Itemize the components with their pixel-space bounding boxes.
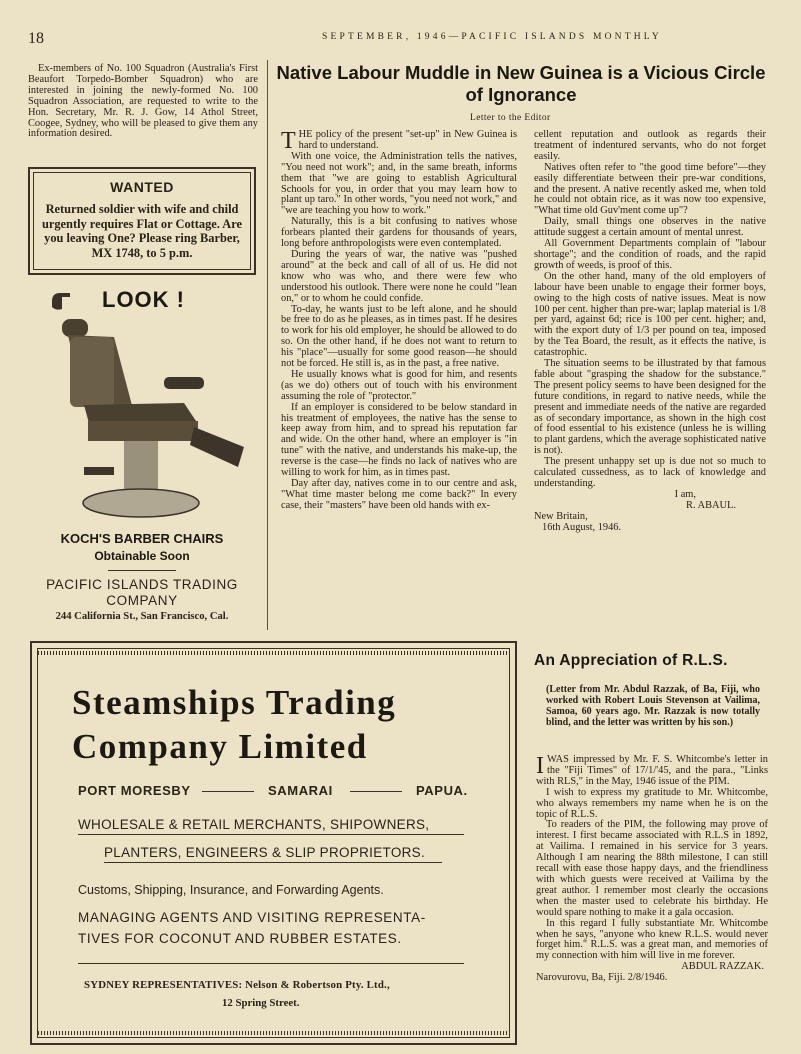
- look-heading: LOOK !: [102, 287, 185, 312]
- rls-intro: (Letter from Mr. Abdul Razzak, of Ba, Fiji, who worked with Robert Louis Stevenson at Vailima, Samoa, 60 years ago. Mr. Razzak is now totally blind, and the letter was written by his son.): [546, 684, 760, 728]
- samarai: SAMARAI: [268, 783, 333, 798]
- rls-signature: ABDUL RAZZAK.: [681, 961, 764, 973]
- rls-dropcap: I: [536, 753, 544, 779]
- article-place: New Britain,: [534, 510, 588, 522]
- rls-title: An Appreciation of R.L.S.: [534, 652, 728, 669]
- koch-company: PACIFIC ISLANDS TRADING COMPANY: [46, 577, 238, 608]
- papua: PAPUA.: [416, 783, 468, 798]
- squadron-notice: Ex-members of No. 100 Squadron (Australia's First Beaufort Torpedo-Bomber Squadron) who are interested in joining the newly-formed No. 100 Squadron Association, are requested to write to the Hon. Secretary, Mr. R. J. Gow, 14 Athol Street, Coogee, Sydney, who will be pleased to give them any information desired.: [28, 63, 258, 140]
- article-date: 16th August, 1946.: [542, 521, 622, 533]
- service-line-4a: MANAGING AGENTS AND VISITING REPRESENTA-: [78, 910, 426, 925]
- running-head: SEPTEMBER, 1946—PACIFIC ISLANDS MONTHLY: [322, 32, 662, 42]
- wanted-heading: WANTED: [110, 179, 174, 195]
- pointing-hand-icon: [50, 289, 72, 313]
- article-dropcap: T: [281, 128, 296, 154]
- ad-border-bottom: [38, 1031, 509, 1035]
- port-dash-2: [350, 791, 402, 792]
- koch-divider: [108, 570, 176, 571]
- service-line-4b: TIVES FOR COCONUT AND RUBBER ESTATES.: [78, 931, 402, 946]
- wanted-body: Returned soldier with wife and child urgently requires Flat or Cottage. Are you leaving One? Please ring Barber, MX 1748, to 5 p.m.: [41, 202, 243, 260]
- ad-border-top: [38, 651, 509, 655]
- rls-body: IWAS impressed by Mr. F. S. Whitcombe's letter in the "Fiji Times" of 17/1/'45, and the para., "Links with RLS," in the May, 1946 issue of the PIM. I wish to express my gratitude to Mr. Whitcombe, who always remembers my name when he is on the topic of R.L.S. To readers of the PIM, the following may prove of interest. I first became associated with R.L.S in 1892, at Vailima. I remained in his service for 3 years. Although I am nearing the 88th milestone, I can still recall with ease those happy days, and the friendliness with which guests were received at Vailima by the great author. I remember most clearly the occasions when the master used to celebrate his birthday. He would spare nothing to make it a gala occasion. In this regard I fully substantiate Mr. Whitcombe when he says, "anyone who knew R.L.S. would never forget him." R.L.S. was a great man, and memories of my connection with him will live in me forever. ABDUL RAZZAK. Narovurovu, Ba, Fiji. 2/8/1946.: [536, 753, 768, 984]
- rls-place-date: Narovurovu, Ba, Fiji. 2/8/1946.: [536, 972, 668, 984]
- koch-ad: [28, 283, 256, 623]
- steamships-name-line2: Company Limited: [72, 727, 368, 766]
- steamships-ad: [30, 641, 517, 1045]
- article-column-2: cellent reputation and outlook as regards their treatment of indentured servants, who do not forget easily. Natives often refer to "the good time before"—they easily differentiate between their pre-war conditions, and the present. A native recently asked me, when told he could not obtain rice, as it was now too expensive, "What time old Guv'ment come up"? Daily, small things one observes in the native attitude suggest a certain amount of mental unrest. All Government Departments complain of "labour shortage"; and the condition of roads, and the rapid growth of weeds, is proof of this. On the other hand, many of the old employers of labour have been unable to engage their former boys, owing to the high costs of native issues. Meat is now 100 per cent. higher than pre-war; laplap material is 1/8 per yard, against 6d; rice is 100 per cent. higher; and, with the export duty of 1/3 per pound on tea, imposed by the Tea Board, the result, as it effects the native, is catastrophic. The situation seems to be illustrated by that famous fable about "grasping the shadow for the substance." The present policy seems to have been designed for the future conditions, in regard to native needs, while the present and immediate needs of the native are regarded as of secondary importance, as shown in the high cost of food essential to his existence (unless he is willing to plant gardens, which the average sophisticated native is not). The present unhappy set up is due not so much to calculated cussedness, as to lack of knowledge and understanding. I am, R. ABAUL. New Britain, 16th August, 1946.: [534, 129, 766, 533]
- page-number: 18: [28, 30, 44, 47]
- service-underline-1: [78, 834, 464, 835]
- sydney-representatives: SYDNEY REPRESENTATIVES: Nelson & Robertson Pty. Ltd.,: [84, 979, 390, 991]
- article-column-1: THE policy of the present "set-up" in New Guinea is hard to understand. With one voice, the Administration tells the natives, "You need not work"; and, in the same breath, informs them that "we are going to establish Agricultural Schools for you, in order that you may learn how to plant up taro." In other words, "you need not work," and "we are teaching you how to work." Naturally, this is a bit confusing to natives whose forbears planted their gardens for thousands of years, long before anthropologists were even contemplated. During the years of war, the native was "pushed around" at the beck and call of all of us. He did not know who was who, and there were few who understood his outlook. There were none he could "lean on," or to whom he could confide. To-day, he wants just to be left alone, and he should be free to do as he pleases, as in times past. If he desires to work for his old employer, he should be allowed to do so. On the other hand, if he does not want to return to his "place"—usually for some good reason—he should not be forced. He still is, as in the past, a free native. He usually knows what is good for him, and resents (as we do) others out of touch with his environment assuming the role of "protector." If an employer is considered to be below standard in his treatment of employees, the native has the sense to keep away from him, and to spread his reputation far and wide. On the other hand, where an employer is "in tune" with the native, and understands his make-up, the reverse is the case—he finds no lack of natives who are willing to work for him, as in times past. Day after day, natives come in to our centre and ask, "What time master belong me come back?" In every case, their "masters" have been old hands with ex-: [281, 128, 517, 511]
- article-closing: I am,: [674, 488, 696, 500]
- article-subtitle: Letter to the Editor: [470, 113, 551, 123]
- koch-availability: Obtainable Soon: [94, 549, 190, 563]
- barber-chair-illustration: [54, 317, 244, 527]
- wanted-ad: [28, 167, 256, 275]
- service-line-1: WHOLESALE & RETAIL MERCHANTS, SHIPOWNERS,: [78, 817, 430, 832]
- column-divider: [267, 60, 268, 630]
- koch-product: KOCH'S BARBER CHAIRS: [60, 531, 224, 546]
- service-line-3: Customs, Shipping, Insurance, and Forwarding Agents.: [78, 883, 384, 897]
- service-line-2: PLANTERS, ENGINEERS & SLIP PROPRIETORS.: [104, 845, 426, 860]
- port-dash-1: [202, 791, 254, 792]
- port-moresby: PORT MORESBY: [78, 783, 191, 798]
- article-signature: R. ABAUL.: [686, 499, 736, 511]
- steamships-name-line1: Steamships Trading: [72, 683, 397, 722]
- koch-address: 244 California St., San Francisco, Cal.: [55, 611, 229, 622]
- article-title: Native Labour Muddle in New Guinea is a Vicious Circle of Ignorance: [276, 62, 766, 105]
- service-underline-2: [104, 862, 442, 863]
- reps-address: 12 Spring Street.: [222, 997, 300, 1009]
- reps-divider: [78, 963, 464, 964]
